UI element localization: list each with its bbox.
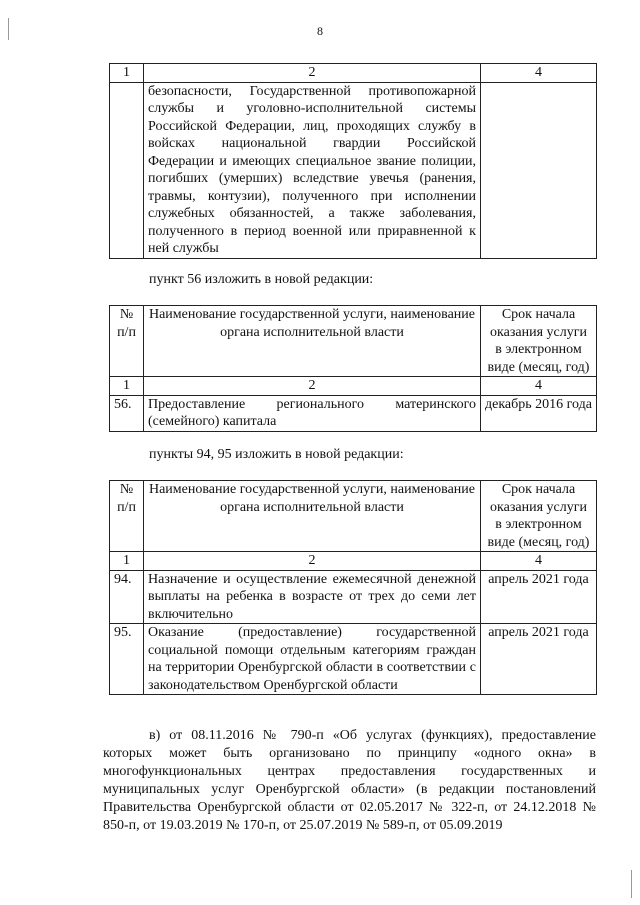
cell-number: 94. (110, 570, 144, 624)
cell-service-name: Оказание (предоставление) государственной социальной помощи отдельным категориям граждан на территории Оренбургской области в соответствии с законодательством Оренбургской области (144, 624, 481, 695)
table-row (110, 570, 597, 624)
cell-number: 56. (110, 395, 144, 431)
column-number-2: 2 (144, 377, 481, 396)
header-number: № п/п (110, 306, 144, 377)
cell-term: апрель 2021 года (481, 624, 597, 695)
cell-term: апрель 2021 года (481, 570, 597, 624)
column-number-2: 2 (144, 64, 481, 83)
cell-service-name: Назначение и осуществление ежемесячной денежной выплаты на ребенка в возрасте от трех до семи лет включительно (144, 570, 481, 624)
table-row (110, 395, 597, 431)
column-number-row (110, 552, 597, 571)
cell-term: декабрь 2016 года (481, 395, 597, 431)
column-number-row (110, 377, 597, 396)
scan-edge-mark (631, 870, 632, 898)
column-number-1: 1 (110, 552, 144, 571)
items-94-95-table (109, 480, 597, 695)
table-header-row (110, 306, 597, 377)
continuation-table (109, 63, 597, 259)
column-number-4: 4 (481, 64, 597, 83)
header-start-term: Срок начала оказания услуги в электронном виде (месяц, год) (481, 306, 597, 377)
cell-number (110, 82, 144, 258)
column-number-1: 1 (110, 64, 144, 83)
table-row (110, 624, 597, 695)
column-number-4: 4 (481, 377, 597, 396)
cell-service-name: безопасности, Государственной противопожарной службы и уголовно-исполнительной системы Российской Федерации, лиц, проходящих службу в войсках национальной гвардии Российской Федерации и имеющих специальное звание полиции, погибших (умерших) вследствие увечья (ранения, травмы, контузии), полученного при исполнении служебных обязанностей, а также заболевания, полученного в период военной или приравненной к ней службы (144, 82, 481, 258)
header-service-name: Наименование государственной услуги, наименование органа исполнительной власти (144, 481, 481, 552)
column-number-4: 4 (481, 552, 597, 571)
cell-service-name: Предоставление регионального материнского (семейного) капитала (144, 395, 481, 431)
table-row (110, 82, 597, 258)
cell-number: 95. (110, 624, 144, 695)
paragraph-subitem-v (103, 727, 596, 835)
column-number-row (110, 64, 597, 83)
paragraph-text: в) от 08.11.2016 № 790-п «Об услугах (функциях), предоставление которых может быть организовано по принципу «одного окна» в многофункциональных центрах предоставления государственных и муниципальных услуг Оренбургской области» (в редакции постановлений Правительства Оренбургской области от 02.05.2017 № 322-п, от 24.12.2018 № 850-п, от 19.03.2019 № 170-п, от 25.07.2019 № 589-п, от 05.09.2019 (103, 728, 596, 833)
header-service-name: Наименование государственной услуги, наименование органа исполнительной власти (144, 306, 481, 377)
page-number: 8 (317, 24, 323, 38)
paragraph-item-56: пункт 56 изложить в новой редакции: (149, 272, 374, 287)
column-number-2: 2 (144, 552, 481, 571)
cell-term (481, 82, 597, 258)
header-start-term: Срок начала оказания услуги в электронном виде (месяц, год) (481, 481, 597, 552)
header-number: № п/п (110, 481, 144, 552)
paragraph-items-94-95: пункты 94, 95 изложить в новой редакции: (149, 447, 404, 462)
table-header-row (110, 481, 597, 552)
column-number-1: 1 (110, 377, 144, 396)
item-56-table (109, 305, 597, 432)
